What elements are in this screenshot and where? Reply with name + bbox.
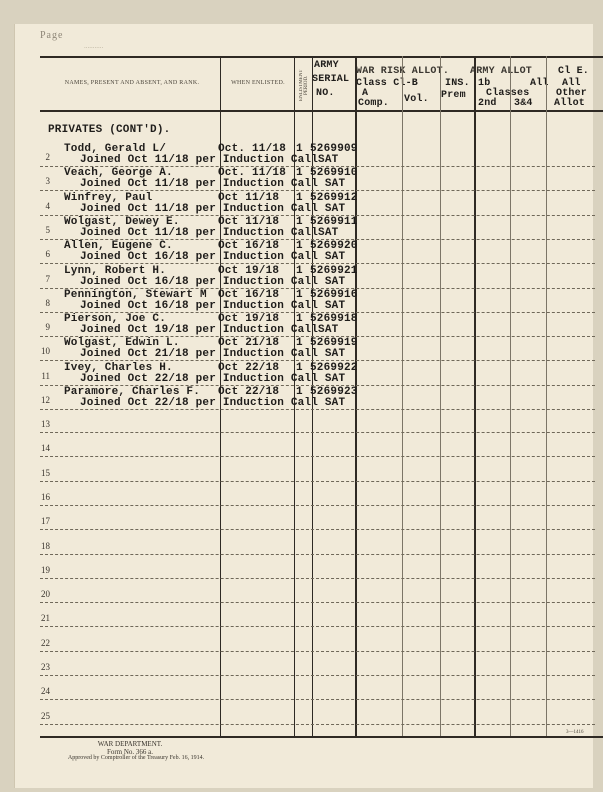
header-top-rule [40, 56, 603, 58]
soldier-name: Allen, Eugene C. [64, 240, 173, 253]
joined-note: Joined Oct 11/18 per Induction Call SAT [80, 202, 346, 215]
class-cl-b-header: Class Cl-B [356, 78, 419, 89]
enlistment-period-header: ENLISTMENT PERIOD. [299, 69, 309, 101]
enlisted-date: Oct 22/18 [218, 386, 280, 398]
blank-row-number: 16 [41, 491, 50, 502]
enlistment-period: 1 [296, 361, 303, 374]
blank-row-number: 24 [41, 686, 50, 697]
soldier-name: Wolgast, Dewey E. [64, 215, 180, 228]
enlisted-date: Oct. 11/18 [218, 143, 287, 155]
joined-note: Joined Oct 22/18 per Induction Call SAT [80, 397, 346, 409]
blank-row-number: 18 [41, 540, 50, 551]
section-title: PRIVATES (CONT'D). [48, 124, 171, 136]
blank-row-number: 23 [41, 662, 50, 672]
soldier-name: Ivey, Charles H. [64, 361, 173, 374]
row-rule [40, 456, 595, 457]
names-header: NAMES, PRESENT AND ABSENT, AND RANK. [64, 80, 200, 86]
classes-header: Classes [486, 88, 530, 99]
serial-header: SERIAL [312, 74, 350, 85]
when-enlisted-header: WHEN ENLISTED. [231, 80, 285, 86]
soldier-name: Lynn, Robert H. [64, 264, 167, 277]
footer-form-no: Form No. 366 a. [106, 748, 154, 756]
row-rule [40, 699, 595, 700]
joined-note: Joined Oct 16/18 per Induction Call SAT [80, 299, 346, 312]
joined-note: Joined Oct 11/18 per Induction CallSAT [80, 154, 339, 166]
enlisted-date: Oct. 11/18 [218, 167, 287, 180]
enlistment-period: 1 [296, 143, 303, 155]
army-serial-no: 5269916 [310, 288, 358, 301]
class-a-header: A [362, 88, 369, 99]
row-number: 10 [41, 346, 50, 357]
comp-header: Comp. [358, 98, 390, 109]
enlistment-period: 1 [296, 167, 303, 180]
cl-e-header: Cl E. [558, 66, 590, 77]
army-serial-no: 5269909 [310, 143, 358, 155]
enlistment-period: 1 [296, 313, 303, 326]
row-number: 4 [45, 200, 50, 211]
soldier-name: Veach, George A. [64, 167, 173, 180]
blank-row-number: 21 [41, 613, 50, 624]
blank-row-number: 25 [41, 710, 50, 721]
row-number: 2 [45, 152, 50, 162]
row-rule [40, 626, 595, 627]
blank-row-number: 17 [41, 516, 50, 527]
footer-department: WAR DEPARTMENT. [97, 740, 163, 748]
enlistment-period: 1 [296, 215, 303, 228]
blank-row-number: 20 [41, 589, 50, 600]
soldier-name: Winfrey, Paul [64, 191, 153, 204]
3-4-header: 3&4 [514, 98, 533, 109]
army-serial-no: 5269912 [310, 191, 358, 204]
blank-row-number: 15 [41, 467, 50, 478]
enlisted-date: Oct 11/18 [218, 191, 280, 204]
army-serial-no: 5269910 [310, 167, 358, 180]
soldier-name: Wolgast, Edwin L. [64, 337, 180, 350]
row-rule [40, 651, 595, 652]
joined-note: Joined Oct 22/18 per Induction Call SAT [80, 372, 346, 385]
header-bottom-rule [40, 110, 603, 112]
army-serial-no: 5269923 [310, 386, 358, 398]
2nd-header: 2nd [478, 98, 497, 109]
row-rule [40, 602, 595, 603]
row-number: 3 [45, 176, 50, 187]
row-rule [40, 554, 595, 555]
enlisted-date: Oct 22/18 [218, 361, 280, 374]
war-risk-header: WAR RISK ALLOT. [356, 66, 450, 77]
enlisted-date: Oct 16/18 [218, 240, 280, 253]
lb-header: 1b [478, 78, 491, 89]
prem-header: Prem [441, 90, 466, 101]
army-serial-no: 5269922 [310, 361, 358, 374]
vol-header: Vol. [404, 94, 429, 105]
ins-header: INS. [445, 78, 470, 89]
joined-note: Joined Oct 21/18 per Induction Call SAT [80, 348, 346, 361]
row-rule [40, 409, 595, 410]
soldier-name: Pennington, Stewart M [64, 288, 207, 301]
no-header: NO. [316, 88, 335, 99]
row-number: 7 [45, 273, 50, 284]
enlistment-period: 1 [296, 337, 303, 350]
col-rule-other [546, 56, 547, 738]
army-serial-no: 5269920 [310, 240, 358, 253]
joined-note: Joined Oct 16/18 per Induction Call SAT [80, 251, 346, 264]
col-rule-vol [402, 56, 403, 738]
enlistment-period: 1 [296, 288, 303, 301]
row-rule [40, 578, 595, 579]
joined-note: Joined Oct 11/18 per Induction CallSAT [80, 226, 339, 239]
army-header: ARMY [314, 60, 339, 71]
footer-approved: Approved by Comptroller of the Treasury Feb. 16, 1914. [67, 755, 205, 761]
blank-row-number: 14 [41, 443, 50, 454]
enlistment-period: 1 [296, 386, 303, 398]
row-rule [40, 432, 595, 433]
enlisted-date: Oct 19/18 [218, 313, 280, 326]
enlisted-date: Oct 19/18 [218, 264, 280, 277]
col-rule-army-allot [474, 56, 476, 738]
row-number: 8 [45, 297, 50, 308]
army-serial-no: 5269911 [310, 215, 358, 228]
enlisted-date: Oct 11/18 [218, 215, 280, 228]
all-header: All [530, 78, 549, 89]
soldier-name: Todd, Gerald L/ [64, 143, 167, 155]
blank-row-number: 13 [41, 419, 50, 429]
row-number: 5 [45, 224, 50, 235]
army-serial-no: 5269918 [310, 313, 358, 326]
other-header: Other [556, 88, 588, 99]
joined-note: Joined Oct 11/18 per Induction Call SAT [80, 178, 346, 191]
row-number: 9 [45, 322, 50, 333]
blank-row-number: 19 [41, 564, 50, 575]
enlistment-period: 1 [296, 191, 303, 204]
row-number: 11 [41, 370, 50, 381]
col-rule-prem [440, 56, 441, 738]
joined-note: Joined Oct 16/18 per Induction Call SAT [80, 275, 346, 288]
enlisted-date: Oct 16/18 [218, 288, 280, 301]
army-allot-header: ARMY ALLOT [470, 66, 533, 77]
enlisted-date: Oct 21/18 [218, 337, 280, 350]
enlistment-period: 1 [296, 240, 303, 253]
row-rule [40, 481, 595, 482]
blank-row-number: 22 [41, 637, 50, 648]
page-label: Page [40, 30, 64, 41]
army-serial-no: 5269919 [310, 337, 358, 350]
footer-rule [40, 736, 603, 738]
row-rule [40, 724, 595, 725]
all-header-2: All [562, 78, 581, 89]
form-code: 3—1416 [566, 730, 584, 735]
col-rule-34 [510, 56, 511, 738]
allot-header: Allot [554, 98, 586, 109]
row-number: 12 [41, 395, 50, 405]
soldier-name: Pierson, Joe C. [64, 313, 167, 326]
row-rule [40, 529, 595, 530]
joined-note: Joined Oct 19/18 per Induction CallSAT [80, 324, 339, 337]
page-number-placeholder: ........... [84, 42, 104, 50]
row-number: 6 [45, 249, 50, 260]
row-rule [40, 505, 595, 506]
enlistment-period: 1 [296, 264, 303, 277]
army-serial-no: 5269921 [310, 264, 358, 277]
row-rule [40, 675, 595, 676]
soldier-name: Paramore, Charles F. [64, 386, 201, 398]
